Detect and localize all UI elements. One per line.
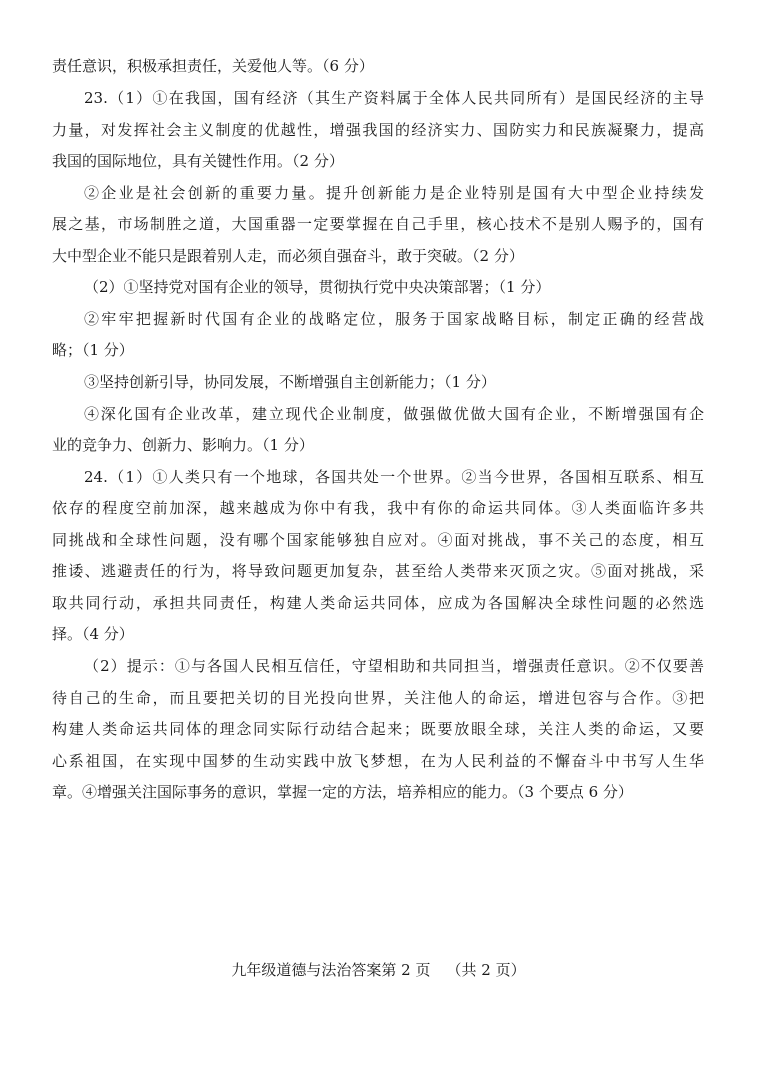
text-line: 大中型企业不能只是跟着别人走，而必须自强奋斗，敢于突破。（2 分） bbox=[52, 247, 524, 265]
footer-page-label: 九年级道德与法治答案第 2 页 bbox=[231, 961, 431, 979]
text-line: 24.（1）①人类只有一个地球，各国共处一个世界。②当今世界，各国相互联系、相互 bbox=[84, 468, 704, 486]
text-line: ③坚持创新引导，协同发展，不断增强自主创新能力；（1 分） bbox=[84, 373, 496, 391]
text-line: 23.（1）①在我国，国有经济（其生产资料属于全体人民共同所有）是国民经济的主导 bbox=[84, 89, 704, 107]
text-line: （2）①坚持党对国有企业的领导，贯彻执行党中央决策部署；（1 分） bbox=[84, 278, 551, 296]
text-line: 依存的程度空前加深，越来越成为你中有我，我中有你的命运共同体。③人类面临许多共 bbox=[52, 499, 704, 517]
footer-total-pages: （共 2 页） bbox=[446, 961, 526, 979]
text-line: 心系祖国，在实现中国梦的生动实践中放飞梦想，在为人民利益的不懈奋斗中书写人生华 bbox=[52, 752, 704, 770]
text-line: 取共同行动，承担共同责任，构建人类命运共同体，应成为各国解决全球性问题的必然选 bbox=[52, 594, 704, 612]
text-line: 业的竞争力、创新力、影响力。（1 分） bbox=[52, 436, 314, 454]
text-line: （2）提示：①与各国人民相互信任，守望相助和共同担当，增强责任意识。②不仅要善 bbox=[84, 657, 704, 675]
text-line: 力量，对发挥社会主义制度的优越性，增强我国的经济实力、国防实力和民族凝聚力，提高 bbox=[52, 121, 704, 139]
text-line: 略；（1 分） bbox=[52, 341, 134, 359]
text-line: ④深化国有企业改革，建立现代企业制度，做强做优做大国有企业，不断增强国有企 bbox=[84, 405, 704, 423]
text-line: 待自己的生命，而且要把关切的目光投向世界，关注他人的命运，增进包容与合作。③把 bbox=[52, 689, 704, 707]
text-line: ②牢牢把握新时代国有企业的战略定位，服务于国家战略目标，制定正确的经营战 bbox=[84, 310, 704, 328]
text-line: 展之基，市场制胜之道，大国重器一定要掌握在自己手里，核心技术不是别人赐予的，国有 bbox=[52, 215, 704, 233]
page-footer bbox=[0, 960, 757, 980]
text-line: 推诿、逃避责任的行为，将导致问题更加复杂，甚至给人类带来灭顶之灾。⑤面对挑战，采 bbox=[52, 562, 704, 580]
text-line: 责任意识，积极承担责任，关爱他人等。（6 分） bbox=[52, 57, 374, 75]
text-line: 择。（4 分） bbox=[52, 625, 134, 643]
text-line: ②企业是社会创新的重要力量。提升创新能力是企业特别是国有大中型企业持续发 bbox=[84, 184, 704, 202]
text-line: 构建人类命运共同体的理念同实际行动结合起来；既要放眼全球，关注人类的命运，又要 bbox=[52, 720, 704, 738]
text-line: 章。④增强关注国际事务的意识，掌握一定的方法，培养相应的能力。（3 个要点 6 分） bbox=[52, 783, 633, 801]
text-line: 同挑战和全球性问题，没有哪个国家能够独自应对。④面对挑战，事不关己的态度，相互 bbox=[52, 531, 704, 549]
text-line: 我国的国际地位，具有关键性作用。（2 分） bbox=[52, 152, 344, 170]
